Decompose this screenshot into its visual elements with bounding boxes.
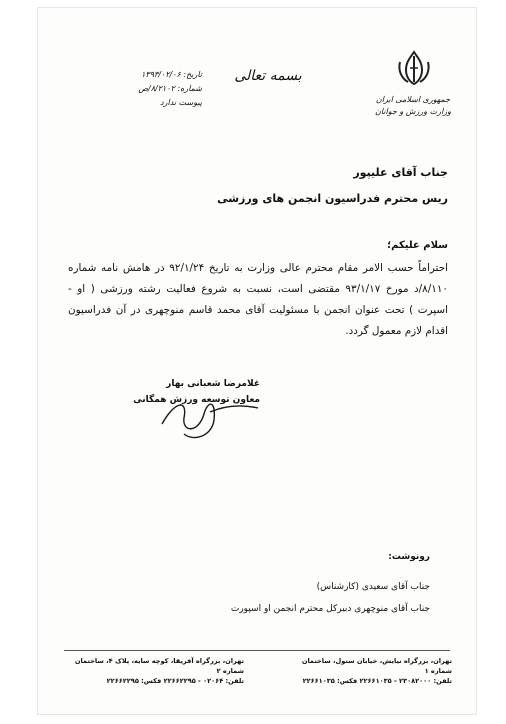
handwritten-signature-icon xyxy=(154,384,264,446)
footer-address-left xyxy=(74,656,244,686)
footer-phone-line: تلفن: ۲۳۰۸۲۰۰۰ - ۲۲۶۶۱۰۳۵ فکس: ۲۲۶۶۱۰۳۵ xyxy=(302,677,452,685)
footer-divider xyxy=(64,650,450,651)
cc-recipient: جناب آقای سعیدی (کارشناس) xyxy=(316,582,430,592)
footer-phone-line: تلفن: ۰۲۰۶۴ - ۲۲۶۶۲۲۹۵ فکس: ۲۲۶۶۲۲۹۵ xyxy=(106,677,244,685)
letter-body: احتراماً حسب الامر مقام محترم عالی وزارت به تاریخ ۹۲/۱/۲۴ در هامش نامه شماره ۸/۱۱۰/د مورخ ۹۳/۱/۱۷ مقتضی است، نسبت به شروع فعالیت رشته ورزشی ( او - اسپرت ) تحت عنوان انجمن با مسئولیت آقای محمد قاسم منوچهری در آن فدراسیون اقدام لازم معمول گردد. xyxy=(68,262,449,337)
addressee-name: جناب آقای علیپور xyxy=(353,166,448,179)
addressee-title: ریس محترم فدراسیون انجمن های ورزشی xyxy=(217,192,448,205)
ministry-line2: وزارت ورزش و جوانان xyxy=(374,107,452,116)
iran-emblem-icon xyxy=(392,48,436,88)
letter-attachment: پیوست ندارد xyxy=(160,98,202,107)
letter-date: تاریخ: ۱۳۹۳/۰۲/۰۶ xyxy=(141,70,202,79)
addressee-block xyxy=(68,160,448,212)
footer-address-line: تهران، بزرگراه آفریقا، کوچه سایه، پلاک ۴، ساختمان شماره ۲ xyxy=(74,657,244,675)
cc-recipient: جناب آقای منوچهری دبیرکل محترم انجمن او اسپورت xyxy=(230,604,430,614)
ministry-line1: جمهوری اسلامی ایران xyxy=(375,95,451,104)
letter-meta xyxy=(92,68,202,110)
cc-title: رونوشت: xyxy=(388,552,430,562)
footer-address-right xyxy=(282,656,452,686)
letter-page xyxy=(38,8,476,714)
ministry-name xyxy=(368,94,458,118)
signatory-name: غلامرضا شعبانی بهار xyxy=(166,379,260,389)
letter-number: شماره: ۸/۲۱۰۲/ص xyxy=(138,84,202,93)
signatory-title: معاون توسعه ورزش همگانی xyxy=(133,395,260,405)
footer-address-line: تهران، بزرگراه نیایش، خیابان ستول، ساختمان شماره ۱ xyxy=(301,657,452,675)
greeting: سلام علیکم؛ xyxy=(387,240,448,251)
bismillah: بسمه تعالی xyxy=(234,68,302,84)
